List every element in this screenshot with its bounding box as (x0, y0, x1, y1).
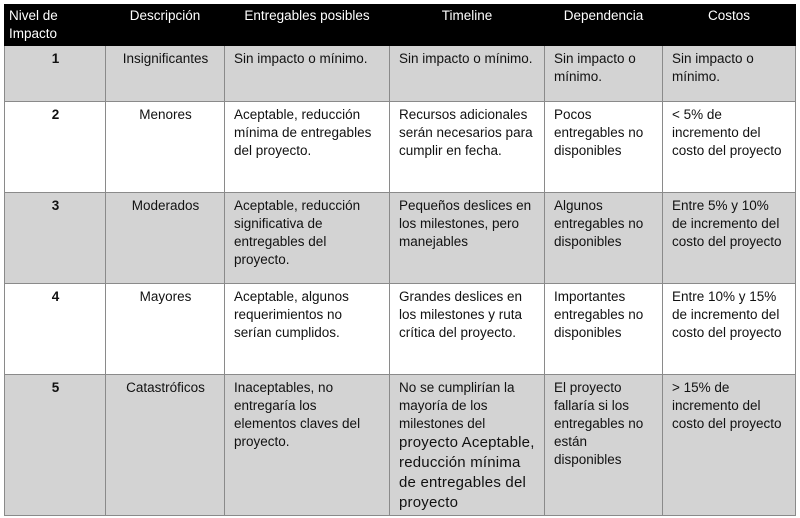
table-header-row (5, 5, 796, 46)
cell-description: Catastróficos (106, 375, 225, 516)
cell-description: Mayores (106, 284, 225, 375)
table-row (5, 102, 796, 193)
cell-timeline: Pequeños deslices en los milestones, pero manejables (390, 193, 545, 284)
cell-costs: Entre 10% y 15% de incremento del costo del proyecto (663, 284, 796, 375)
cell-dependency: El proyecto fallaría si los entregables no están disponibles (545, 375, 663, 516)
cell-timeline: Grandes deslices en los milestones y ruta crítica del proyecto. (390, 284, 545, 375)
table-row (5, 46, 796, 102)
cell-description: Menores (106, 102, 225, 193)
cell-dependency: Pocos entregables no disponibles (545, 102, 663, 193)
cell-level: 1 (5, 46, 106, 102)
cell-level: 5 (5, 375, 106, 516)
cell-deliverables: Aceptable, reducción significativa de entregables del proyecto. (225, 193, 390, 284)
cell-deliverables: Inaceptables, no entregaría los elementos claves del proyecto. (225, 375, 390, 516)
cell-timeline-text: No se cumplirían la mayoría de los milestones del (399, 380, 515, 431)
impact-level-table (4, 4, 796, 516)
header-description: Descripción (106, 5, 225, 46)
header-deliverables: Entregables posibles (225, 5, 390, 46)
header-dependency: Dependencia (545, 5, 663, 46)
cell-costs: Entre 5% y 10% de incremento del costo del proyecto (663, 193, 796, 284)
cell-level: 3 (5, 193, 106, 284)
cell-timeline-extra-text: proyecto Aceptable, reducción mínima de entregables del proyecto (399, 434, 535, 511)
cell-description: Insignificantes (106, 46, 225, 102)
cell-costs: > 15% de incremento del costo del proyecto (663, 375, 796, 516)
header-level: Nivel de Impacto (5, 5, 106, 46)
table-row (5, 375, 796, 516)
cell-description: Moderados (106, 193, 225, 284)
cell-level: 4 (5, 284, 106, 375)
table-row (5, 284, 796, 375)
cell-timeline: Sin impacto o mínimo. (390, 46, 545, 102)
cell-dependency: Importantes entregables no disponibles (545, 284, 663, 375)
cell-level: 2 (5, 102, 106, 193)
cell-deliverables: Aceptable, reducción mínima de entregables del proyecto. (225, 102, 390, 193)
cell-dependency: Algunos entregables no disponibles (545, 193, 663, 284)
table-row (5, 193, 796, 284)
cell-costs: < 5% de incremento del costo del proyecto (663, 102, 796, 193)
cell-costs: Sin impacto o mínimo. (663, 46, 796, 102)
cell-deliverables: Sin impacto o mínimo. (225, 46, 390, 102)
cell-dependency: Sin impacto o mínimo. (545, 46, 663, 102)
header-timeline: Timeline (390, 5, 545, 46)
cell-timeline: Recursos adicionales serán necesarios para cumplir en fecha. (390, 102, 545, 193)
header-costs: Costos (663, 5, 796, 46)
cell-deliverables: Aceptable, algunos requerimientos no serían cumplidos. (225, 284, 390, 375)
cell-timeline (390, 375, 545, 516)
